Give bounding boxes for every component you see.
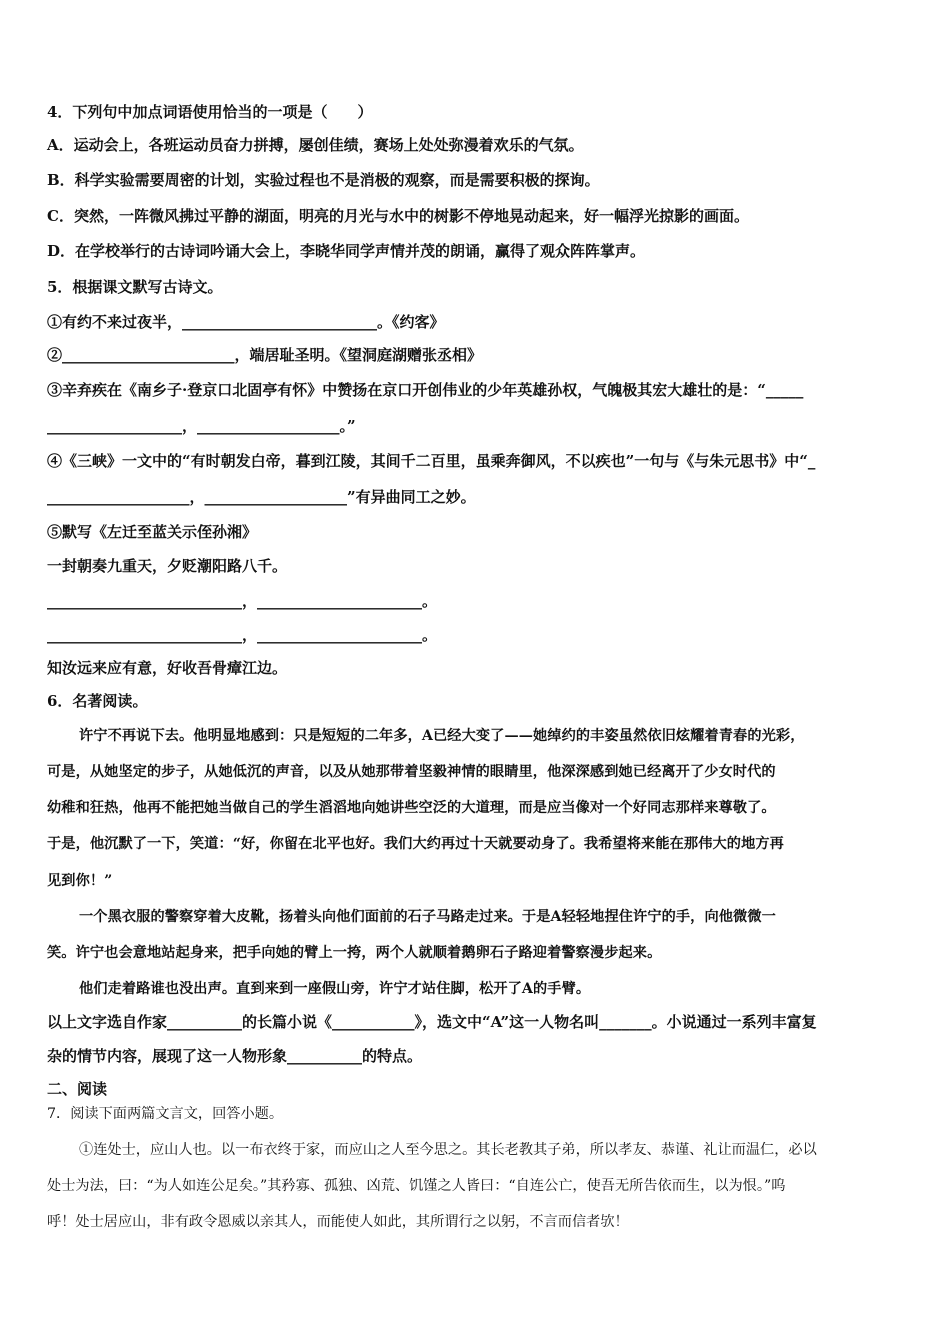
q4-option-a: A．运动会上，各班运动员奋力拼搏，屡创佳绩，赛场上处处弥漫着欢乐的气氛。 (47, 136, 584, 154)
q6-passage-line-8: 他们走着路谁也没出声。直到来到一座假山旁，许宁才站住脚，松开了A的手臂。 (79, 981, 591, 997)
q6-passage-line-1: 许宁不再说下去。他明显地感到：只是短短的二年多，A已经大变了——她绰约的丰姿虽然依旧炫耀着青春的光彩， (79, 728, 805, 744)
q5-line-11: 知汝远来应有意，好收吾骨瘴江边。 (47, 659, 288, 677)
q4-option-c: C．突然，一阵微风拂过平静的湖面，明亮的月光与水中的树影不停地晃动起来，好一幅浮光掠影的画面。 (47, 207, 749, 225)
q5-line-2: ②_______________________，端居耻圣明。《望洞庭湖赠张丞相》 (47, 346, 483, 364)
q6-passage-line-3: 幼稚和狂热，他再不能把她当做自己的学生滔滔地向她讲些空泛的大道理，而是应当像对一个好同志那样来尊敬了。 (47, 800, 776, 816)
q6-question-line-2: 杂的情节内容，展现了这一人物形象__________的特点。 (47, 1047, 423, 1065)
q5-line-10: __________________________，______________________。 (47, 626, 438, 644)
q5-line-7: ⑤默写《左迁至蓝关示侄孙湘》 (47, 523, 258, 541)
q5-title: 5．根据课文默写古诗文。 (47, 278, 223, 296)
q6-passage-line-6: 一个黑衣服的警察穿着大皮靴，扬着头向他们面前的石子马路走过来。于是A轻轻地捏住许宁的手，向他微微一 (79, 909, 776, 925)
q6-question-line-1: 以上文字选自作家__________的长篇小说《___________》，选文中“A”这一人物名叫_______。小说通过一系列丰富复 (47, 1013, 817, 1031)
q4-title: 4．下列句中加点词语使用恰当的一项是（ ） (47, 103, 373, 121)
q4-option-d: D．在学校举行的古诗词吟诵大会上，李晓华同学声情并茂的朗诵，赢得了观众阵阵掌声。 (47, 242, 646, 260)
q7-title: 7．阅读下面两篇文言文，回答小题。 (47, 1106, 284, 1122)
q5-line-1: ①有约不来过夜半，__________________________。《约客》 (47, 313, 445, 331)
section-2-heading: 二、阅读 (47, 1080, 108, 1098)
q5-line-8: 一封朝奏九重天，夕贬潮阳路八千。 (47, 557, 288, 575)
q7-passage-line-1: ①连处士，应山人也。以一布衣终于家，而应山之人至今思之。其长老教其子弟，所以孝友、恭谨、礼让而温仁，必以 (79, 1142, 817, 1158)
q6-passage-line-2: 可是，从她坚定的步子，从她低沉的声音，以及从她那带着坚毅神情的眼睛里，他深深感到她已经离开了少女时代的 (47, 764, 776, 780)
q7-passage-line-2: 处士为法，曰：“为人如连公足矣。”其矜寡、孤独、凶荒、饥馑之人皆曰：“自连公亡，使吾无所告依而生，以为恨。”呜 (47, 1178, 786, 1194)
q5-line-9: __________________________，______________________。 (47, 592, 438, 610)
q4-option-b: B．科学实验需要周密的计划，实验过程也不是消极的观察，而是需要积极的探询。 (47, 171, 600, 189)
q5-line-3: ③辛弃疾在《南乡子·登京口北固亭有怀》中赞扬在京口开创伟业的少年英雄孙权，气魄极其宏大雄壮的是：“_____ (47, 381, 804, 399)
q5-line-4: __________________，___________________。” (47, 417, 356, 435)
q6-title: 6．名著阅读。 (47, 692, 148, 710)
q5-line-6: ___________________，___________________”有异曲同工之妙。 (47, 488, 476, 506)
q6-passage-line-5: 见到你！” (47, 873, 113, 889)
q5-line-5: ④《三峡》一文中的“有时朝发白帝，暮到江陵，其间千二百里，虽乘奔御风，不以疾也”一句与《与朱元思书》中“_ (47, 452, 816, 470)
q6-passage-line-4: 于是，他沉默了一下，笑道：“好，你留在北平也好。我们大约再过十天就要动身了。我希望将来能在那伟大的地方再 (47, 836, 784, 852)
q6-passage-line-7: 笑。许宁也会意地站起身来，把手向她的臂上一挎，两个人就顺着鹅卵石子路迎着警察漫步起来。 (47, 945, 662, 961)
q7-passage-line-3: 呼！处士居应山，非有政令恩威以亲其人，而能使人如此，其所谓行之以躬，不言而信者欤！ (47, 1214, 629, 1230)
